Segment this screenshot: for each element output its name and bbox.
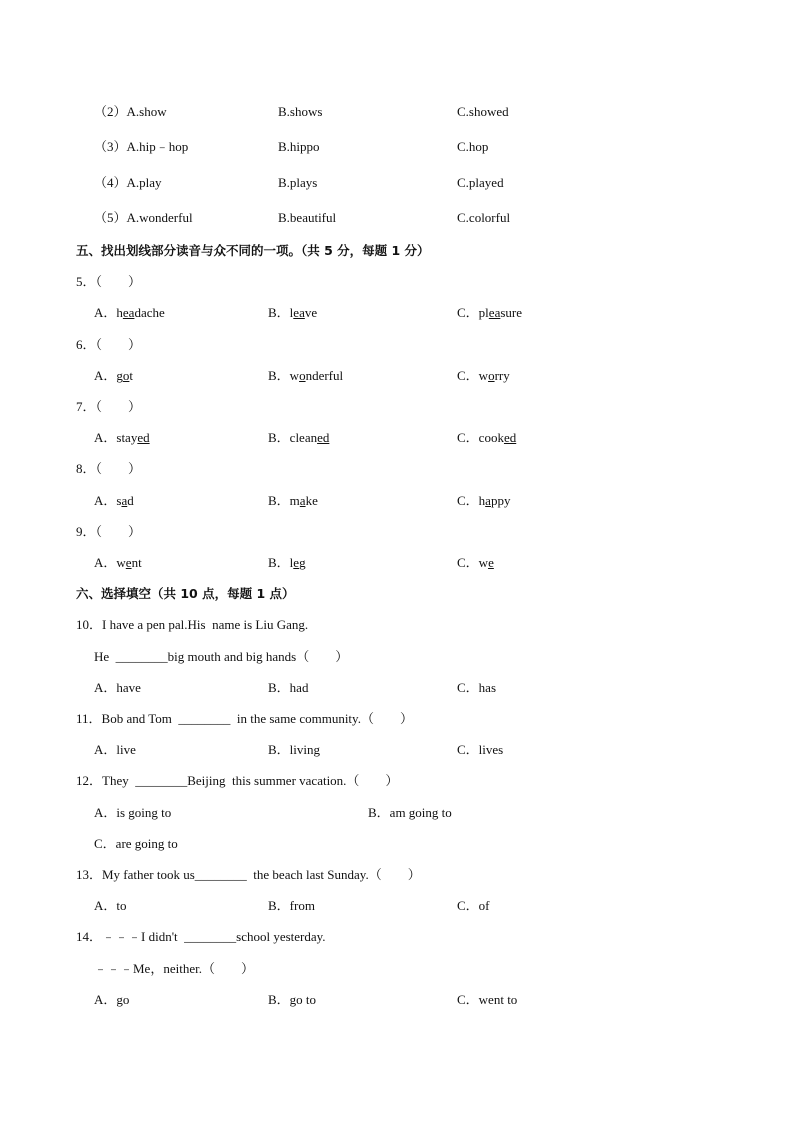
question-9-option-b: B．leg	[268, 555, 306, 570]
part4-row-2-option-b: B.shows	[278, 104, 323, 119]
question-6-option-a: A．got	[94, 368, 134, 383]
question-7-option-b: B．cleaned	[268, 430, 330, 445]
question-6-stem: 6．（ ）	[76, 337, 142, 352]
part4-row-3-option-a: （3）A.hip﹣hop	[94, 139, 189, 154]
question-5-option-b: B．leave	[268, 305, 318, 320]
question-5-option-c: C．pleasure	[457, 305, 523, 320]
part4-row-3-option-b: B.hippo	[278, 139, 320, 154]
question-5-option-a: A．headache	[94, 305, 165, 320]
question-9-option-a: A．went	[94, 555, 142, 570]
question-13-option-b: B．from	[268, 898, 315, 913]
question-14-stem: 14．﹣﹣﹣I didn't ________school yesterday.	[76, 929, 326, 944]
part4-row-3-option-c: C.hop	[457, 139, 489, 154]
part4-row-5-option-a: （5）A.wonderful	[94, 210, 193, 225]
question-12-stem: 12．They ________Beijing this summer vacation.（ ）	[76, 773, 399, 788]
question-10-stem-line-2: He ________big mouth and big hands（ ）	[94, 649, 349, 664]
question-8-option-a: A．sad	[94, 493, 134, 508]
question-11-option-b: B．living	[268, 742, 321, 757]
part4-row-5-option-c: C.colorful	[457, 210, 511, 225]
question-6-option-b: B．wonderful	[268, 368, 344, 383]
question-9-option-c: C．we	[457, 555, 494, 570]
question-9-stem: 9．（ ）	[76, 524, 142, 539]
question-11-stem: 11．Bob and Tom ________ in the same community.（ ）	[76, 711, 413, 726]
question-12-option-a: A．is going to	[94, 805, 172, 820]
question-7-option-a: A．stayed	[94, 430, 150, 445]
question-13-option-a: A．to	[94, 898, 127, 913]
question-10-option-c: C．has	[457, 680, 497, 695]
question-5-stem: 5．（ ）	[76, 274, 142, 289]
question-11-option-a: A．live	[94, 742, 136, 757]
question-13-option-c: C．of	[457, 898, 490, 913]
question-12-option-b: B．am going to	[368, 805, 452, 820]
question-8-option-b: B．make	[268, 493, 318, 508]
question-14-option-a: A．go	[94, 992, 130, 1007]
part4-row-5-option-b: B.beautiful	[278, 210, 337, 225]
part4-row-4-option-b: B.plays	[278, 175, 318, 190]
question-10-option-b: B．had	[268, 680, 309, 695]
section-6-heading: 六、选择填空（共 10 点，每题 1 点）	[76, 586, 295, 601]
question-14-option-b: B．go to	[268, 992, 317, 1007]
question-14-stem-line-2: ﹣﹣﹣Me，neither.（ ）	[94, 961, 254, 976]
part4-row-4-option-c: C.played	[457, 175, 504, 190]
question-11-option-c: C．lives	[457, 742, 504, 757]
question-14-option-c: C．went to	[457, 992, 518, 1007]
question-13-stem: 13．My father took us________ the beach last Sunday.（ ）	[76, 867, 421, 882]
question-8-stem: 8．（ ）	[76, 461, 142, 476]
question-10-stem: 10．I have a pen pal.His name is Liu Gang.	[76, 617, 309, 632]
question-7-stem: 7．（ ）	[76, 399, 142, 414]
question-6-option-c: C．worry	[457, 368, 510, 383]
part4-row-2-option-a: （2）A.show	[94, 104, 167, 119]
question-7-option-c: C．cooked	[457, 430, 517, 445]
part4-row-4-option-a: （4）A.play	[94, 175, 162, 190]
question-10-option-a: A．have	[94, 680, 141, 695]
question-8-option-c: C．happy	[457, 493, 511, 508]
part4-row-2-option-c: C.showed	[457, 104, 509, 119]
section-5-heading: 五、找出划线部分读音与众不同的一项。（共 5 分，每题 1 分）	[76, 243, 430, 258]
question-12-option-c: C．are going to	[94, 836, 178, 851]
